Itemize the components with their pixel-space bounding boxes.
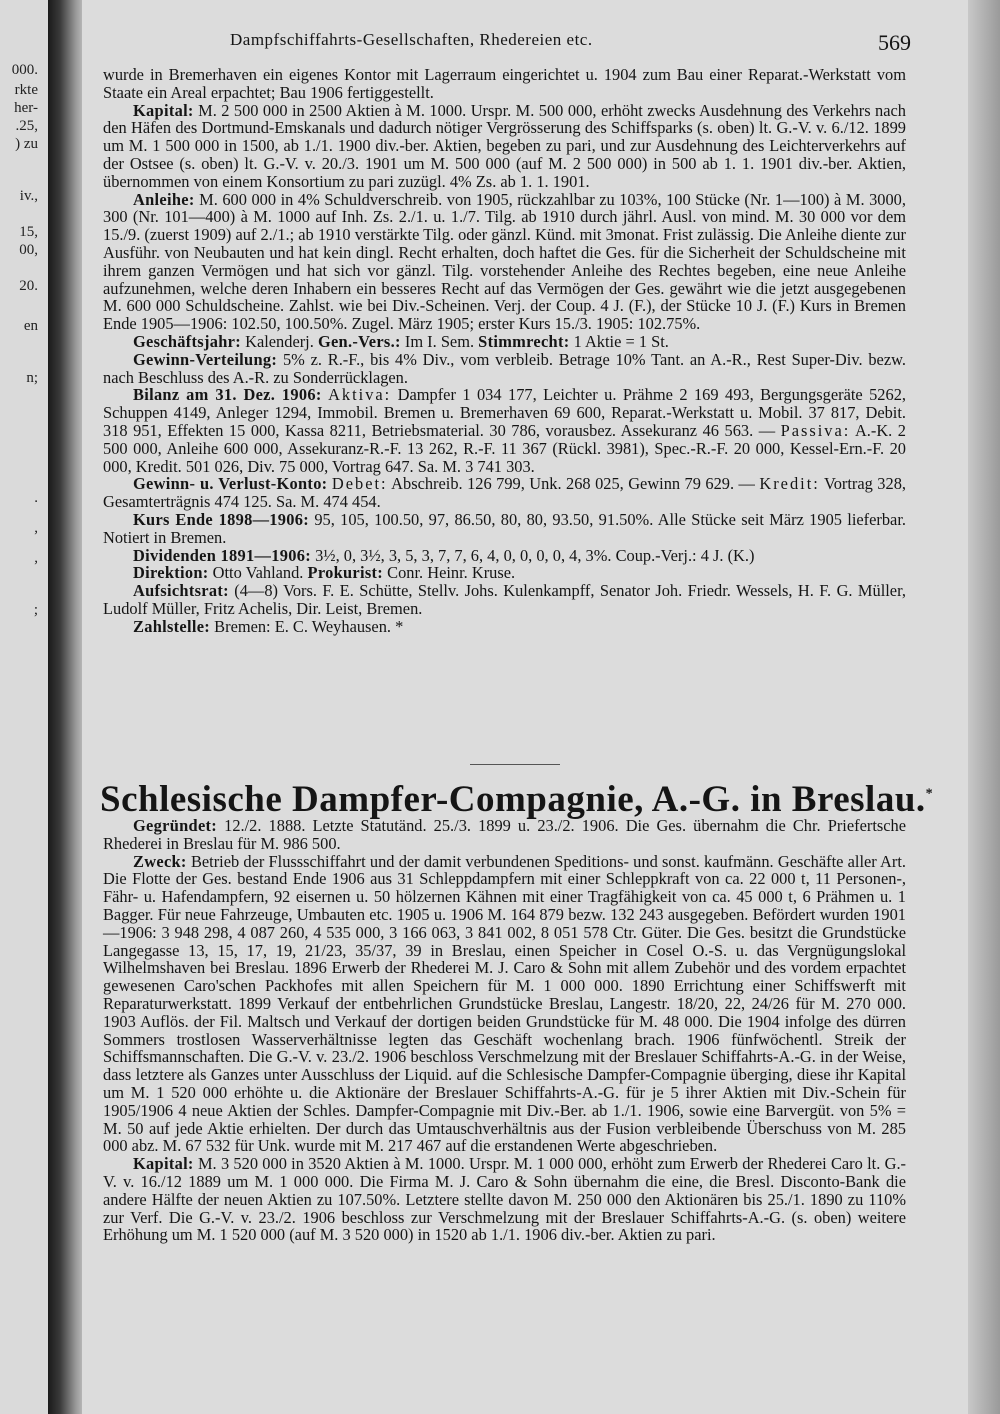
kapital-paragraph	[103, 102, 906, 191]
gewinn-verteilung-paragraph	[103, 351, 906, 387]
previous-page-strip	[0, 0, 52, 1414]
geschaeftsjahr-text: Kalenderj.	[245, 331, 314, 351]
margin-fragment: rkte	[14, 82, 38, 98]
kapital-paragraph-2	[103, 1155, 906, 1244]
passiva-label: Passiva:	[780, 420, 851, 440]
dividenden-label: Dividenden 1891—1906:	[133, 545, 311, 565]
gewinn-verteilung-label: Gewinn-Verteilung:	[133, 349, 278, 369]
company-title-mark: *	[925, 786, 934, 802]
aktiva-text: Dampfer 1 034 177, Leichter u. Prähme 2 169 493, Bergungsgeräte 5262, Schuppen 4149, Anleger 1294, Immobil. Bremen u. Bremerhaven 69 600, Reparat.-Werkstatt u. Mobil. 37 817, Debit. 318 951, Effekten 15 000, Kassa 8211, Betriebsmaterial. 30 786, vorausbez. Assekuranz 46 563. —	[103, 385, 906, 440]
margin-fragment: 00,	[19, 242, 38, 258]
margin-fragment: .25,	[15, 118, 38, 134]
debet-text: Abschreib. 126 799, Unk. 268 025, Gewinn 79 629. —	[391, 474, 755, 494]
guv-paragraph	[103, 475, 906, 511]
aktiva-label: Aktiva:	[328, 385, 392, 405]
anleihe-text: M. 600 000 in 4% Schuldverschreib. von 1905, rückzahlbar zu 103%, 100 Stücke (Nr. 1—100) à M. 3000, 300 (Nr. 101—400) à M. 1000 auf Inh. Zs. 2./1. u. 1./7. Tilg. ab 1910 durch jährl. Ausl. von mind. M. 30 000 vor dem 15./9. (zuerst 1909) auf 2./1.; ab 1910 verstärkte Tilg. oder gänzl. Künd. mit 3monat. Frist zulässig. Die Anleihe diente zur Ausführ. von Neubauten und hat kein dingl. Recht erhalten, doch haftet die Ges. für die Sicherheit der Schuldscheine mit ihrem ganzen Vermögen und hat sich vor gänzl. Tilg. vorstehender Anleihe des Rechtes begeben, eine neue Anleihe aufzunehmen, welche deren Inhabern ein besseres Recht auf das Vermögen der Ges. gewährt wie die jetzt ausgegebenen M. 600 000 Schuldscheine. Zahlst. wie bei Div.-Scheinen. Verj. der Coup. 4 J. (F.), der Stücke 10 J. (F.) Kurs in Bremen Ende 1905—1906: 102.50, 100.50%. Zugel. März 1905; erster Kurs 15./3. 1905: 102.75%.	[103, 189, 906, 334]
margin-fragment: en	[23, 318, 38, 334]
dividenden-text: 3½, 0, 3½, 3, 5, 3, 7, 7, 6, 4, 0, 0, 0, 0, 4, 3%. Coup.-Verj.: 4 J. (K.)	[315, 545, 755, 565]
prokurist-text: Conr. Heinr. Kruse.	[387, 563, 516, 583]
kurs-paragraph	[103, 511, 906, 547]
zweck-label: Zweck:	[133, 851, 187, 871]
running-head: Dampfschiffahrts-Gesellschaften, Rhedereien etc.	[230, 30, 593, 49]
margin-fragment: her-	[14, 100, 38, 116]
gegruendet-paragraph	[103, 817, 906, 853]
section-divider	[470, 764, 560, 765]
aufsichtsrat-paragraph	[103, 582, 906, 618]
kapital-text-2: M. 3 520 000 in 3520 Aktien à M. 1000. Urspr. M. 1 000 000, erhöht zum Erwerb der Rhederei Caro lt. G.-V. v. 16./12 1889 um M. 1 000 000. Die Firma M. J. Caro & Sohn übernahm die eine, die Bresl. Disconto-Bank die andere Hälfte der neuen Aktien zu 107.50%. Letztere stellte davon M. 250 000 den Aktionären bis 25./1. 1890 zu 110% zur Verf. Die G.-V. v. 23./2. 1906 beschloss zur Verschmelzung mit der Breslauer Schiffahrts-A.-G. (s. oben) weitere Erhöhung um M. 1 520 000 (auf M. 3 520 000) in 1520 ab 1./1. 1906 div.-ber. Aktien zu pari.	[103, 1154, 906, 1245]
margin-fragment: ,	[34, 520, 38, 536]
intro-text: wurde in Bremerhaven ein eigenes Kontor mit Lagerraum eingerichtet u. 1904 zum Bau einer Reparat.-Werkstatt vom Staate ein Areal erpachtet; Bau 1906 fertiggestellt.	[103, 65, 906, 102]
margin-fragment: 15,	[19, 224, 38, 240]
stimmrecht-text: 1 Aktie = 1 St.	[573, 331, 669, 351]
prokurist-label: Prokurist:	[307, 563, 384, 583]
gen-vers-label: Gen.-Vers.:	[317, 331, 401, 351]
anleihe-paragraph	[103, 191, 906, 333]
direktion-label: Direktion:	[133, 563, 209, 583]
kredit-text: Vortrag 328, Gesamterträgnis 474 125. Sa. M. 474 454.	[103, 474, 906, 512]
margin-fragment: 20.	[19, 278, 38, 294]
margin-fragment: ) zu	[15, 136, 38, 152]
company-entry-continued	[103, 66, 906, 636]
zahlstelle-paragraph	[103, 618, 906, 636]
aufsichtsrat-text: (4—8) Vors. F. E. Schütte, Stellv. Johs. Kulenkampff, Senator Joh. Friedr. Wessels, H. F. G. Müller, Ludolf Müller, Fritz Achelis, Dir. Leist, Bremen.	[103, 581, 906, 618]
passiva-text: A.-K. 2 500 000, Anleihe 600 000, Assekuranz-R.-F. 13 262, R.-F. 11 367 (Rückl. 3981), Spec.-R.-F. 20 000, Kessel-Ern.-F. 20 000, Kredit. 501 026, Div. 75 000, Vortrag 647. Sa. M. 3 741 303.	[103, 420, 906, 476]
anleihe-label: Anleihe:	[133, 189, 195, 209]
margin-fragment: ,	[34, 550, 38, 566]
debet-label: Debet:	[331, 474, 388, 494]
kapital-label: Kapital:	[133, 100, 194, 120]
direktion-text: Otto Vahland.	[212, 563, 304, 583]
zweck-paragraph	[103, 853, 906, 1156]
margin-fragment: n;	[26, 370, 38, 386]
company-entry	[103, 817, 906, 1244]
kapital-label-2: Kapital:	[133, 1154, 194, 1174]
intro-paragraph	[103, 66, 906, 102]
stimmrecht-label: Stimmrecht:	[478, 331, 570, 351]
page-number: 569	[878, 30, 911, 55]
margin-fragment: ;	[33, 602, 38, 618]
zahlstelle-label: Zahlstelle:	[133, 616, 211, 636]
gen-vers-text: Im I. Sem.	[404, 331, 475, 351]
direktion-paragraph	[103, 564, 906, 582]
aufsichtsrat-label: Aufsichtsrat:	[133, 581, 229, 601]
kapital-text: M. 2 500 000 in 2500 Aktien à M. 1000. Urspr. M. 500 000, erhöht zwecks Ausdehnung des Verkehrs nach den Häfen des Dortmund-Emskanals und dadurch nötiger Vergrösserung des Schiffsparks (s. oben) lt. G.-V. v. 6./12. 1899 um M. 1 500 000 in 1500, ab 1./1. 1900 div.-ber. Aktien, begeben zu pari, und zur Ausdehnung des Leichterverkehrs auf der Ostsee (s. oben) lt. G.-V. v. 20./3. 1901 um M. 500 000 (auf M. 2 500 000) in 500 ab 1. 1. 1901 div.-ber. Aktien, übernommen von einem Konsortium zu pari zuzügl. 4% Zs. ab 1. 1. 1901.	[103, 100, 906, 191]
kredit-label: Kredit:	[759, 474, 820, 494]
margin-fragment: 000.	[11, 62, 38, 78]
company-title	[100, 778, 934, 821]
dividenden-paragraph	[103, 547, 906, 565]
gegruendet-label: Gegründet:	[133, 816, 218, 835]
kurs-label: Kurs Ende 1898—1906:	[133, 509, 310, 529]
margin-fragment: .	[34, 490, 38, 506]
kurs-text: 95, 105, 100.50, 97, 86.50, 80, 80, 93.50, 91.50%. Alle Stücke seit März 1905 lieferbar. Notiert in Bremen.	[103, 509, 906, 547]
guv-label: Gewinn- u. Verlust-Konto:	[133, 474, 328, 494]
bilanz-label: Bilanz am 31. Dez. 1906:	[133, 385, 322, 405]
company-title-text: Schlesische Dampfer-Compagnie, A.-G. in Breslau.	[100, 779, 926, 820]
geschaeftsjahr-label: Geschäftsjahr:	[133, 331, 241, 351]
zahlstelle-text: Bremen: E. C. Weyhausen. *	[214, 616, 404, 636]
margin-fragment: iv.,	[19, 188, 38, 204]
bilanz-paragraph	[103, 386, 906, 475]
zweck-text: Betrieb der Flussschiffahrt und der damit verbundenen Speditions- und sonst. kaufmänn. Geschäfte aller Art. Die Flotte der Ges. bestand Ende 1906 aus 31 Schleppdampfern mit einer Schleppkraft von ca. 22 000 t, 11 Personen-, Fähr- u. Hafendampfern, 92 eisernen u. 50 hölzernen Kähnen mit einer Tragfähigkeit von ca. 45 000 t, 6 Prähmen u. 1 Bagger. Für neue Fahrzeuge, Umbauten etc. 1905 u. 1906 M. 164 879 bezw. 132 243 ausgegeben. Befördert wurden 1901—1906: 3 948 298, 4 087 260, 4 535 000, 3 166 063, 3 841 002, 8 051 578 Ctr. Güter. Die Ges. besitzt die Grundstücke Langegasse 13, 15, 17, 19, 21/23, 35/37, 39 in Breslau, einen Speicher in Cosel O.-S. u. das Vergnügungslokal Wilhelmshaven bei Breslau. 1896 Erwerb der Rhederei M. J. Caro & Sohn mit allem Zubehör und des vordem erpachtet gewesenen Caro'schen Packhofes mit allen Speichern für M. 1 000 000. 1890 Errichtung einer Schiffswerft mit Reparaturwerkstatt. 1899 Verkauf der entbehrlichen Grundstücke Breslau, Langestr. 18/20, 22, 24/26 für M. 270 000. 1903 Auflös. der Fil. Maltsch und Verkauf der dortigen beiden Grundstücke für M. 48 000. Die 1904 infolge des dürren Sommers trostlosen Wasserverhältnisse legten das Geschäft wochenlang brach. 1906 fünfwöchentl. Streik der Schiffsmannschaften. Die G.-V. v. 23./2. 1906 beschloss Verschmelzung mit der Breslauer Schiffahrts-A.-G. in der Weise, dass letztere als Ganzes unter Ausschluss der Liquid. auf die Schlesische Dampfer-Compagnie überging, diese ihr Kapital um M. 1 520 000 erhöhte u. die Aktionäre der Breslauer Schiffahrts-A.-G. für je 5 ihrer Aktien mit Div.-Schein für 1905/1906 4 neue Aktien der Schles. Dampfer-Compagnie mit Div.-Ber. ab 1./1. 1906, sowie eine Barvergüt. von 5% = M. 50 auf jede Aktie erhielten. Der durch das Umtauschverhältnis aus der Fusion verbleibende Überschuss von M. 285 000 abz. M. 67 532 für Unk. wurde mit M. 217 467 auf die erstandenen Werte abgeschrieben.	[103, 851, 906, 1156]
geschaeftsjahr-paragraph	[103, 333, 906, 351]
gewinn-verteilung-text: 5% z. R.-F., bis 4% Div., vom verbleib. Betrage 10% Tant. an A.-R., Rest Super-Div. bezw. nach Beschluss des A.-R. zu Sonderrücklagen.	[103, 349, 906, 387]
page-edge	[968, 0, 1000, 1414]
gegruendet-text: 12./2. 1888. Letzte Statutänd. 25./3. 1899 u. 23./2. 1906. Die Ges. übernahm die Chr. Priefertsche Rhederei in Breslau für M. 986 500.	[103, 816, 906, 853]
